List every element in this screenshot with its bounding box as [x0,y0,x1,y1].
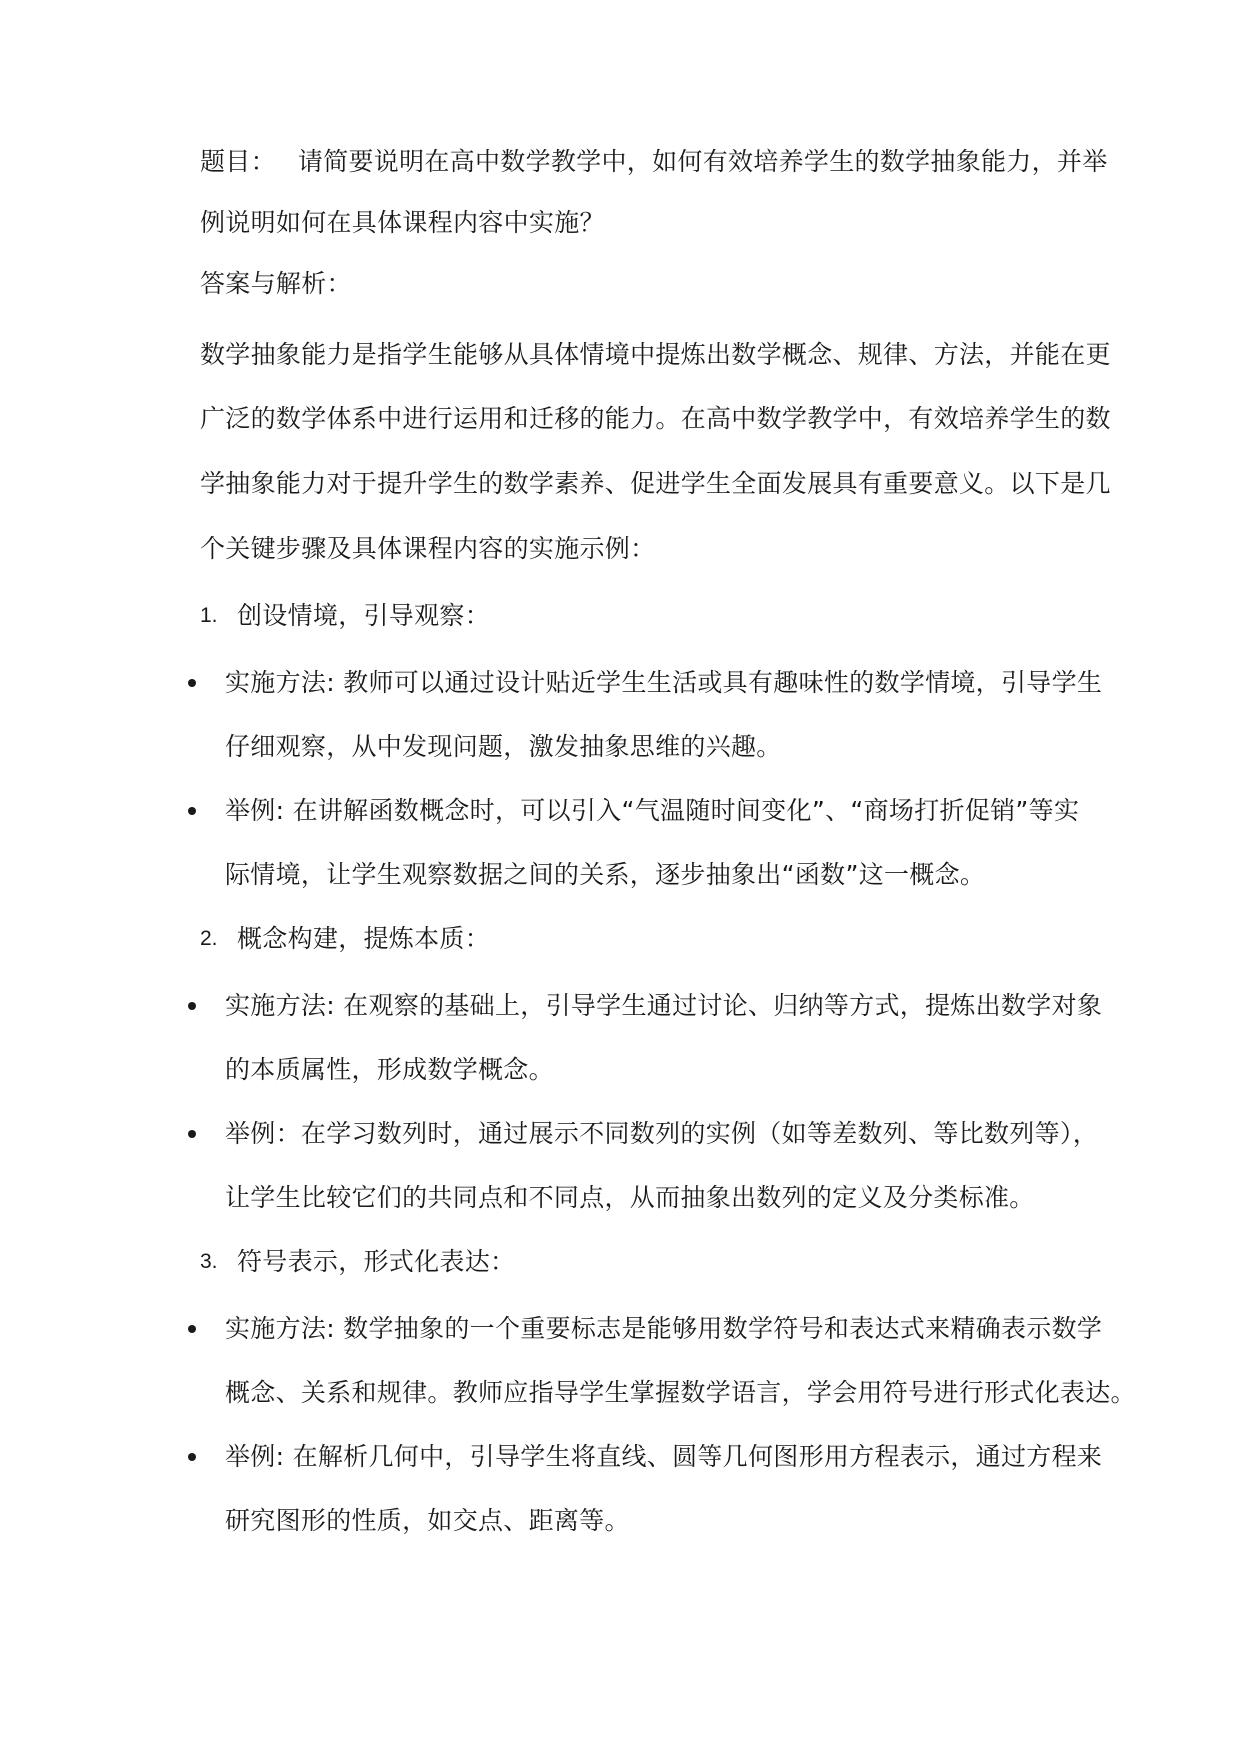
section-3-bullet-2-line-1: 举例: 在解析几何中，引导学生将直线、圆等几何图形用方程表示，通过方程来 [225,1442,1103,1471]
section-2-number: 2. [200,927,218,950]
section-3-bullet-1-line-1: 实施方法: 数学抽象的一个重要标志是能够用数学符号和表达式来精确表示数学 [225,1314,1103,1343]
intro-line-2: 广泛的数学体系中进行运用和迁移的能力。在高中数学教学中，有效培养学生的数 [200,404,1111,433]
intro-line-4: 个关键步骤及具体课程内容的实施示例： [200,534,656,563]
question-label: 题目： [200,147,276,176]
bullet-dot [188,1130,196,1138]
section-1-bullet-2-line-1: 举例: 在讲解函数概念时，可以引入“气温随时间变化”、“商场打折促销”等实 [225,796,1080,825]
bullet-dot [188,1325,196,1333]
bullet-dot [188,679,196,687]
intro-line-3: 学抽象能力对于提升学生的数学素养、促进学生全面发展具有重要意义。以下是几 [200,469,1111,498]
answer-heading: 答案与解析： [200,269,352,298]
section-2-bullet-2-line-2: 让学生比较它们的共同点和不同点，从而抽象出数列的定义及分类标准。 [225,1183,1035,1212]
section-2-title: 概念构建，提炼本质： [237,924,491,953]
question-line-1 [200,147,1108,177]
section-2-bullet-2-line-1: 举例：在学习数列时，通过展示不同数列的实例（如等差数列、等比数列等）， [225,1119,1099,1148]
section-1-bullet-2-line-2: 际情境，让学生观察数据之间的关系，逐步抽象出“函数”这一概念。 [225,860,986,889]
section-3-number: 3. [200,1250,218,1273]
intro-line-1: 数学抽象能力是指学生能够从具体情境中提炼出数学概念、规律、方法，并能在更 [200,340,1111,369]
section-1-number: 1. [200,604,218,627]
bullet-dot [188,1002,196,1010]
section-2-bullet-1-line-1: 实施方法: 在观察的基础上，引导学生通过讨论、归纳等方式，提炼出数学对象 [225,991,1103,1020]
section-3-bullet-2-line-2: 研究图形的性质，如交点、距离等。 [225,1506,630,1535]
bullet-dot [188,807,196,815]
section-1-bullet-1-line-2: 仔细观察，从中发现问题，激发抽象思维的兴趣。 [225,732,782,761]
section-1-bullet-1-line-1: 实施方法: 教师可以通过设计贴近学生生活或具有趣味性的数学情境，引导学生 [225,668,1103,697]
section-2-bullet-1-line-2: 的本质属性，形成数学概念。 [225,1055,554,1084]
section-3-bullet-1-line-2: 概念、关系和规律。教师应指导学生掌握数学语言，学会用符号进行形式化表达。 [225,1378,1136,1407]
question-text-1: 请简要说明在高中数学教学中，如何有效培养学生的数学抽象能力，并举 [297,147,1108,176]
question-line-2: 例说明如何在具体课程内容中实施？ [200,208,605,237]
section-1-title: 创设情境，引导观察： [237,601,491,630]
section-3-title: 符号表示，形式化表达： [237,1247,516,1276]
bullet-dot [188,1453,196,1461]
